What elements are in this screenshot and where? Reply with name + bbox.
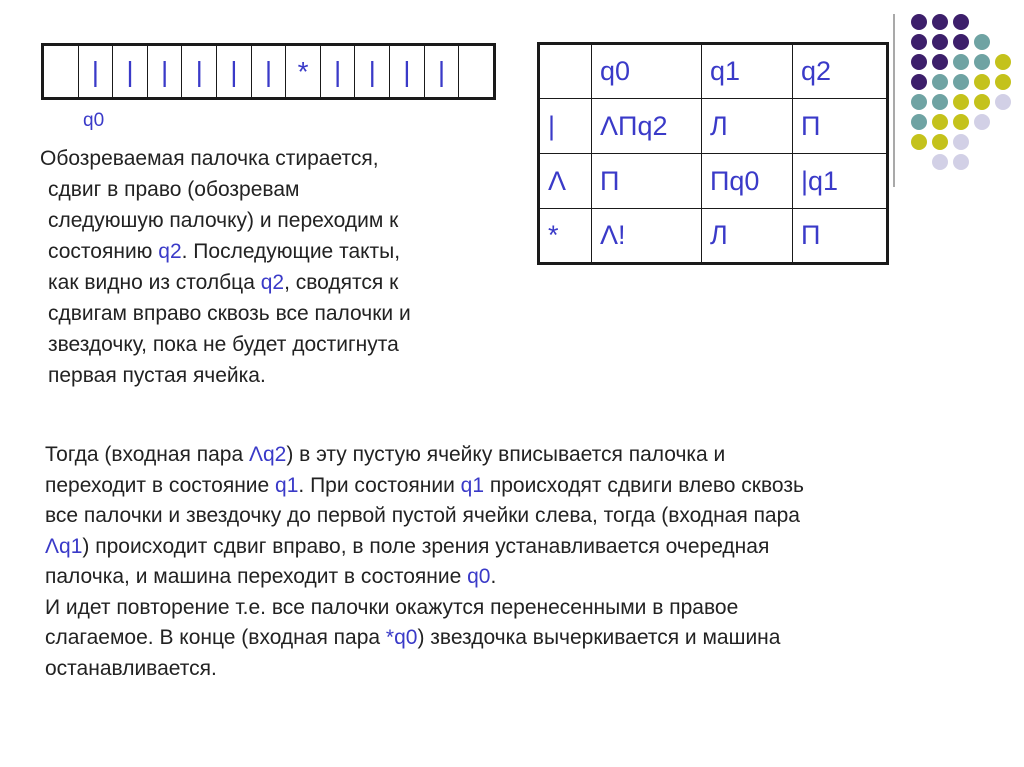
table-cell: П — [793, 99, 888, 154]
decorative-dot — [911, 94, 927, 110]
decorative-dot — [932, 114, 948, 130]
tape-cell — [458, 46, 493, 97]
decorative-dot — [974, 94, 990, 110]
tape-cell: | — [424, 46, 459, 97]
decorative-dot — [911, 134, 927, 150]
table-row-symbol: Λ — [539, 154, 592, 209]
description-paragraph — [40, 143, 510, 391]
text-line — [45, 471, 965, 502]
decorative-dot — [911, 74, 927, 90]
decorative-dot — [953, 34, 969, 50]
text-segment: как видно из столбца — [48, 271, 261, 294]
text-line — [45, 532, 965, 563]
table-cell — [539, 44, 592, 99]
text-line: сдвигам вправо сквозь все палочки и — [48, 302, 411, 325]
decorative-dot — [932, 14, 948, 30]
table-cell: Л — [702, 209, 793, 264]
state-ref: q1 — [460, 473, 485, 497]
text-line: И идет повторение т.е. все палочки окажутся перенесенными в правое — [45, 595, 739, 619]
tape-cell: * — [285, 46, 320, 97]
turing-tape — [41, 43, 496, 100]
text-line: останавливается. — [45, 656, 217, 680]
state-ref: q1 — [275, 473, 299, 497]
text-line: первая пустая ячейка. — [48, 364, 266, 387]
state-ref: *q0 — [385, 626, 418, 649]
text-segment: ) в эту пустую ячейку вписывается палочка и — [286, 443, 726, 466]
text-segment: ) звездочка вычеркивается и машина — [417, 626, 781, 649]
decorative-dot — [911, 34, 927, 50]
text-segment: . — [490, 565, 497, 588]
decorative-dot — [911, 14, 927, 30]
decorative-dot — [932, 94, 948, 110]
table-header-cell: q0 — [592, 44, 702, 99]
state-ref: Λq2 — [248, 443, 287, 466]
state-transition-table — [537, 42, 889, 265]
table-row — [539, 99, 888, 154]
text-segment: происходят сдвиги влево сквозь — [484, 473, 804, 497]
text-segment: ) происходит сдвиг вправо, в поле зрения устанавливается очередная — [82, 534, 770, 558]
table-cell: Пq0 — [702, 154, 793, 209]
tape-cell: | — [147, 46, 182, 97]
table-row-symbol: * — [539, 209, 592, 264]
decorative-dot — [932, 34, 948, 50]
text-segment: палочка, и машина переходит в состояние — [45, 565, 468, 588]
state-ref: Λq1 — [45, 534, 83, 558]
decorative-dot — [953, 154, 969, 170]
state-ref: q2 — [260, 271, 285, 294]
decorative-dot — [995, 74, 1011, 90]
decorative-dot — [953, 74, 969, 90]
text-line — [40, 267, 510, 298]
table-cell: |q1 — [793, 154, 888, 209]
decorative-dot — [932, 154, 948, 170]
state-ref: q2 — [158, 240, 182, 263]
text-line — [45, 623, 965, 654]
decorative-divider — [893, 14, 895, 187]
table-header-cell: q2 — [793, 44, 888, 99]
table-cell: П — [793, 209, 888, 264]
table-cell: ΛПq2 — [592, 99, 702, 154]
table-cell: П — [592, 154, 702, 209]
tape-cell: | — [320, 46, 355, 97]
decorative-dot — [932, 54, 948, 70]
text-line: звездочку, пока не будет достигнута — [48, 333, 399, 356]
table-header-cell: q1 — [702, 44, 793, 99]
decorative-dot — [953, 94, 969, 110]
decorative-dot — [932, 74, 948, 90]
text-segment: слагаемое. В конце (входная пара — [45, 626, 386, 649]
decorative-dot-grid — [906, 10, 1022, 170]
decorative-dot — [995, 54, 1011, 70]
table-header-row — [539, 44, 888, 99]
tape-cell: | — [181, 46, 216, 97]
table-cell: Л — [702, 99, 793, 154]
text-line: Обозреваемая палочка стирается, — [40, 147, 379, 170]
tape-cell: | — [354, 46, 389, 97]
decorative-dot — [953, 134, 969, 150]
tape-cell: | — [112, 46, 147, 97]
decorative-dot — [974, 34, 990, 50]
text-line: следуюшую палочку) и переходим к — [48, 209, 399, 232]
table-row — [539, 154, 888, 209]
text-line: сдвиг в право (обозревам — [48, 178, 300, 201]
tape-cell — [44, 46, 78, 97]
tape-cell: | — [389, 46, 424, 97]
head-state-label: q0 — [83, 110, 105, 131]
text-line — [45, 562, 965, 593]
table-row — [539, 209, 888, 264]
text-segment: . Последующие такты, — [181, 240, 401, 263]
text-segment: , сводятся к — [284, 271, 399, 294]
decorative-dot — [911, 54, 927, 70]
decorative-dot — [974, 54, 990, 70]
text-line: все палочки и звездочку до первой пустой ячейки слева, тогда (входная пара — [45, 504, 800, 527]
text-segment: . При состоянии — [298, 473, 461, 497]
table-cell: Λ! — [592, 209, 702, 264]
decorative-dot — [953, 54, 969, 70]
tape-cell: | — [251, 46, 286, 97]
text-segment: Тогда (входная пара — [45, 443, 249, 466]
decorative-dot — [974, 74, 990, 90]
text-segment: переходит в состояние — [45, 473, 276, 497]
tape-cell: | — [216, 46, 251, 97]
decorative-dot — [932, 134, 948, 150]
table-row-symbol: | — [539, 99, 592, 154]
decorative-dot — [953, 14, 969, 30]
text-line — [45, 440, 965, 471]
decorative-dot — [974, 114, 990, 130]
explanation-paragraph — [45, 440, 965, 684]
text-line — [40, 236, 510, 267]
decorative-dot — [911, 114, 927, 130]
decorative-dot — [953, 114, 969, 130]
text-segment: состоянию — [48, 240, 159, 263]
decorative-dot — [995, 94, 1011, 110]
state-ref: q0 — [467, 565, 491, 588]
tape-cell: | — [78, 46, 113, 97]
